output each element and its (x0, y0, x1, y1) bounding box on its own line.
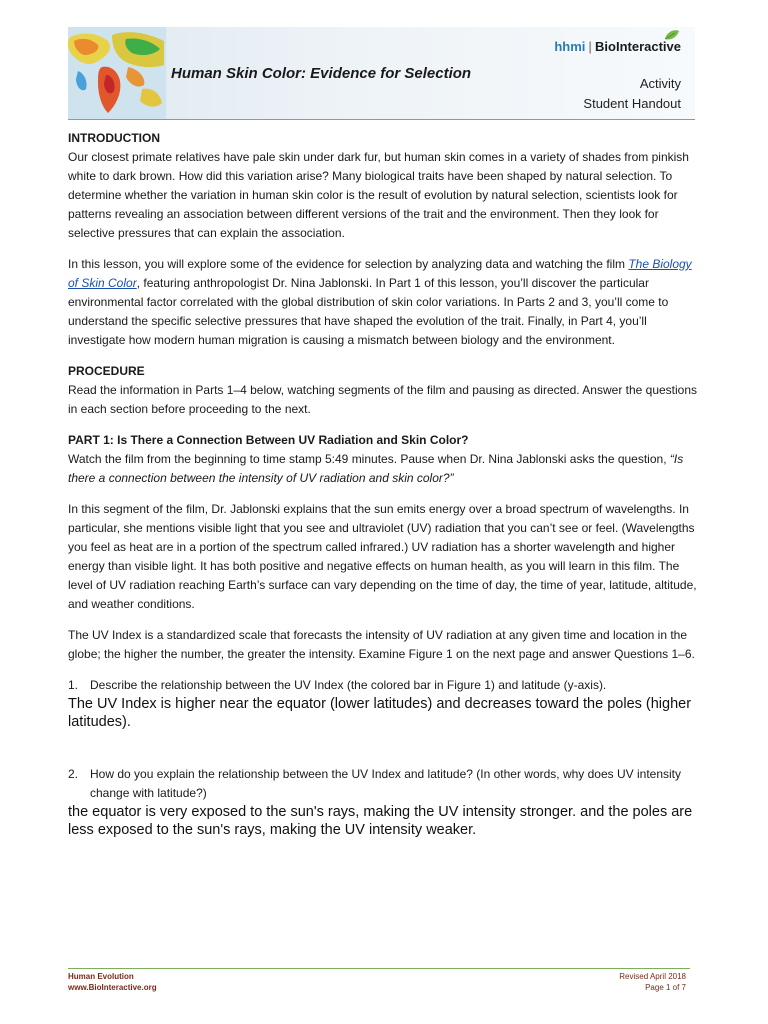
question-2-number: 2. (68, 767, 79, 781)
world-map-image (68, 27, 166, 119)
question-2-answer[interactable]: the equator is very exposed to the sun's rays, making the UV intensity stronger. and the poles are less exposed to the sun's rays, making the UV intensity weaker. (68, 804, 693, 838)
part1-paragraph-2: The UV Index is a standardized scale that forecasts the intensity of UV radiation at any given time and location in the globe; the higher the number, the greater the intensity. Examine Figure 1 on the next page and answer Questions 1–6. (68, 628, 695, 661)
footer-course: Human Evolution (68, 972, 134, 981)
footer-page-number: Page 1 of 7 (645, 983, 686, 992)
introduction-paragraph-1: Our closest primate relatives have pale skin under dark fur, but human skin comes in a variety of shades from pinkish white to dark brown. How did this variation arise? Many biological traits have been shaped by natural selection. To determine whether the variation in human skin color is the result of evolution by natural selection, scientists look for patterns revealing an association between different versions of the trait and the environment. Then they look for selective pressures that can explain the association. (68, 150, 689, 240)
document-audience: Student Handout (583, 96, 681, 111)
question-1-answer[interactable]: The UV Index is higher near the equator (lower latitudes) and decreases toward the poles (higher latitudes). (68, 696, 692, 730)
document-body (68, 129, 700, 839)
introduction-paragraph-2 (68, 255, 700, 350)
question-2-text: How do you explain the relationship between the UV Index and latitude? (In other words, why does UV intensity change with latitude?) (90, 767, 682, 800)
document-title: Human Skin Color: Evidence for Selection (171, 65, 472, 82)
question-1-number: 1. (68, 678, 79, 692)
question-1 (68, 676, 700, 695)
intro-text-before-link: In this lesson, you will explore some of the evidence for selection by analyzing data and watching the film (68, 257, 629, 271)
film-link[interactable]: The Biology of Skin Color (68, 257, 692, 290)
part1-question-quote: “Is there a connection between the intensity of UV radiation and skin color?” (68, 452, 684, 485)
procedure-heading: PROCEDURE (68, 364, 145, 378)
procedure-paragraph: Read the information in Parts 1–4 below, watching segments of the film and pausing as directed. Answer the questions in each section before proceeding to the next. (68, 383, 698, 416)
part1-heading: PART 1: Is There a Connection Between UV Radiation and Skin Color? (68, 433, 469, 447)
part1-instruction-text: Watch the film from the beginning to time stamp 5:49 minutes. Pause when Dr. Nina Jablonski asks the question, (68, 452, 670, 466)
hhmi-biointeractive-logo (554, 39, 681, 54)
header-banner (68, 27, 695, 120)
logo-hhmi-text: hhmi (554, 39, 586, 54)
footer-revision-date: Revised April 2018 (619, 972, 686, 981)
question-2 (68, 765, 700, 803)
document-type: Activity (639, 76, 681, 91)
part1-instructions (68, 450, 700, 488)
page-footer (68, 968, 690, 992)
logo-brand-text: BioInteractive (595, 39, 681, 54)
part1-paragraph-1: In this segment of the film, Dr. Jablonski explains that the sun emits energy over a broad spectrum of wavelengths. In particular, she mentions visible light that you see and ultraviolet (UV) radiation that you can’t see or feel. (Wavelengths you feel as heat are in a portion of the spectrum called infrared.) UV radiation has a shorter wavelength and higher energy than visible light. It has both positive and negative effects on human health, as you will learn in this film. The level of UV radiation reaching Earth’s surface can vary depending on the time of day, the time of year, latitude, altitude, and weather conditions. (68, 502, 697, 611)
logo-separator: | (588, 39, 593, 54)
question-1-text: Describe the relationship between the UV Index (the colored bar in Figure 1) and latitude (y-axis). (90, 678, 607, 692)
intro-text-after-link: , featuring anthropologist Dr. Nina Jablonski. In Part 1 of this lesson, you’ll discover the particular environmental factor correlated with the global distribution of skin color variations. In Parts 2 and 3, you’ll come to understand the specific selective pressures that have shaped the evolution of the trait. Finally, in Part 4, you’ll investigate how modern human migration is causing a mismatch between biology and the environment. (68, 276, 669, 347)
introduction-heading: INTRODUCTION (68, 131, 160, 145)
footer-website[interactable]: www.BioInteractive.org (68, 983, 157, 992)
